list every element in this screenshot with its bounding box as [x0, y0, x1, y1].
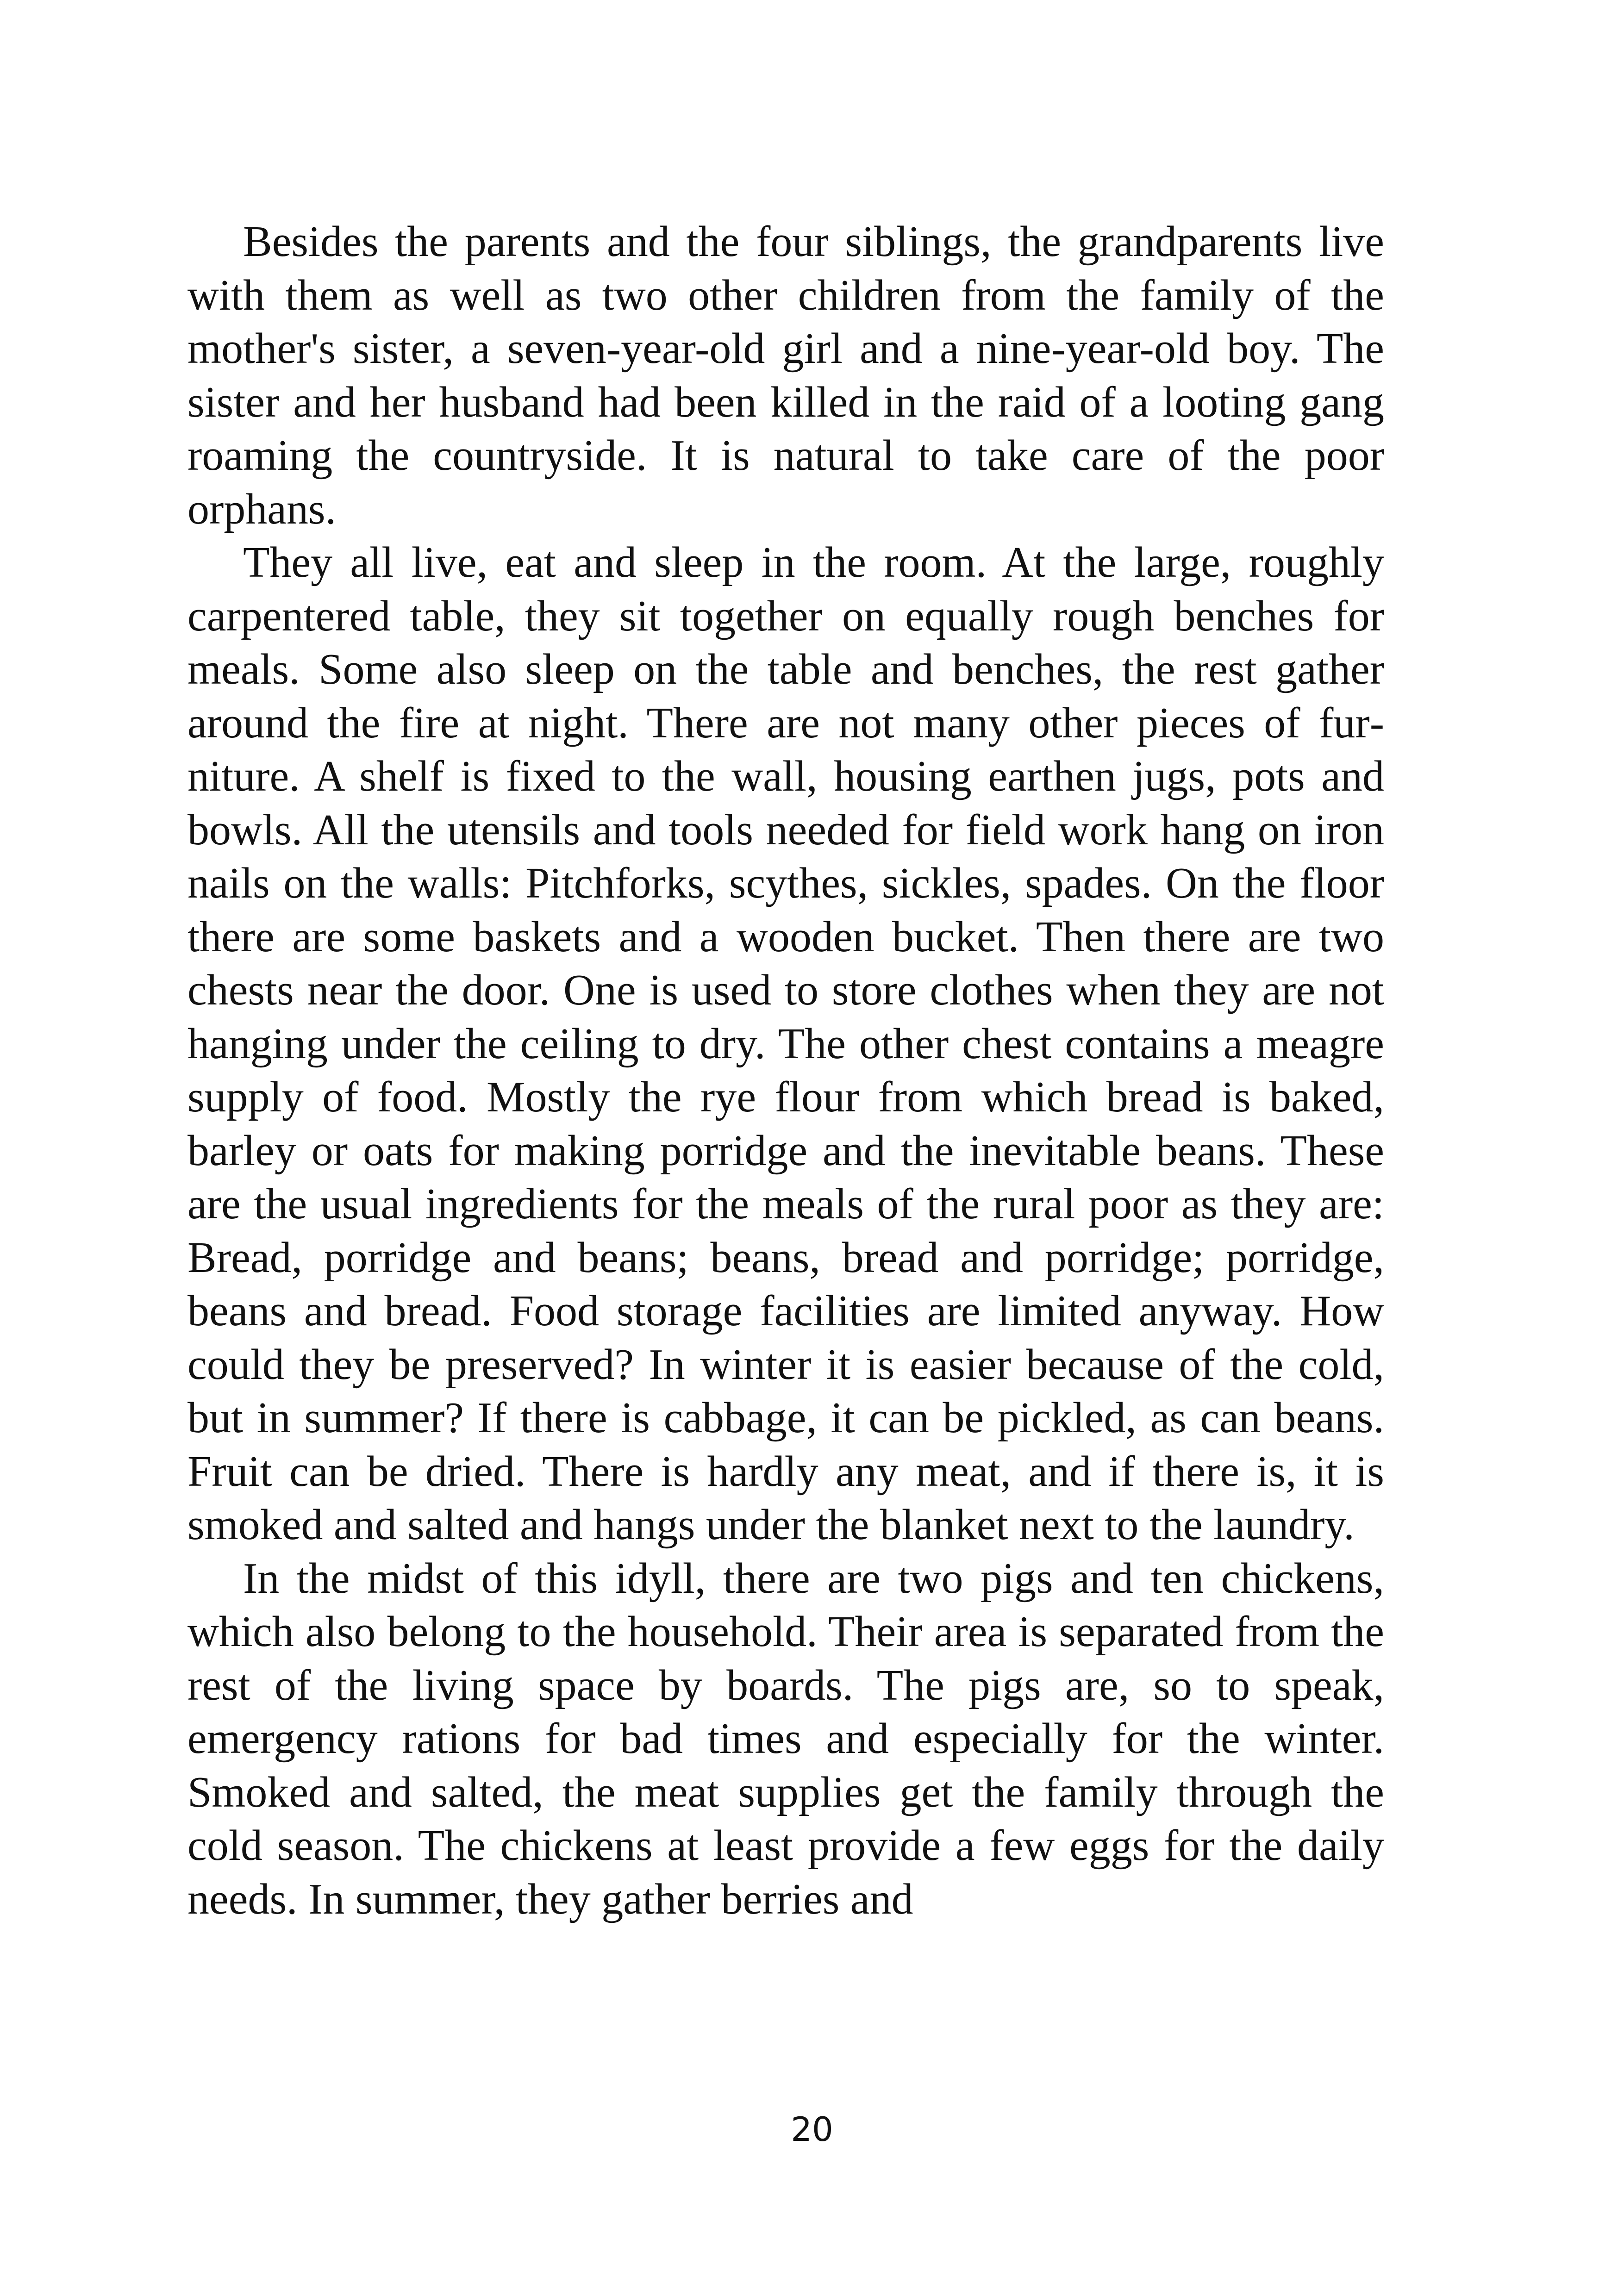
paragraph-3: In the midst of this idyll, there are two pigs and ten chickens, which also belong to the household. Their area is separated from the rest of the living space by boards. The pigs are, so to speak, emergency rations for bad times and especially for the winter. Smoked and salted, the meat supplies get the family through the cold season. The chickens at least provide a few eggs for the daily needs. In summer, they gather berries and: [187, 1554, 1384, 1923]
body-text: [187, 215, 1384, 1926]
paragraph-2: They all live, eat and sleep in the room. At the large, roughly carpentered table, they sit together on equally rough benches for meals. Some also sleep on the table and benches, the rest gather around the fire at night. There are not many other pieces of furniture. A shelf is fixed to the wall, housing earthen jugs, pots and bowls. All the utensils and tools needed for field work hang on iron nails on the walls: Pitchforks, scythes, sickles, spades. On the floor there are some baskets and a wooden bucket. Then there are two chests near the door. One is used to store clothes when they are not hanging under the ceiling to dry. The other chest contains a meagre supply of food. Mostly the rye flour from which bread is baked, barley or oats for making porridge and the inevitable beans. These are the usual ingredients for the meals of the rural poor as they are: Bread, porridge and beans; beans, bread and porridge; porridge, beans and bread. Food storage facilities are limited anyway. How could they be preserved? In winter it is easier because of the cold, but in summer? If there is cabbage, it can be pickled, as can beans. Fruit can be dried. There is hardly any meat, and if there is, it is smoked and salted and hangs under the blanket next to the laundry.: [187, 538, 1384, 1549]
page-number: 20: [791, 2110, 833, 2149]
paragraph-1: Besides the parents and the four siblings, the grandparents live with them as well as two other children from the family of the mother's sister, a seven-year-old girl and a nine-year-old boy. The sister and her husband had been killed in the raid of a looting gang roaming the countryside. It is natural to take care of the poor orphans.: [187, 218, 1384, 533]
